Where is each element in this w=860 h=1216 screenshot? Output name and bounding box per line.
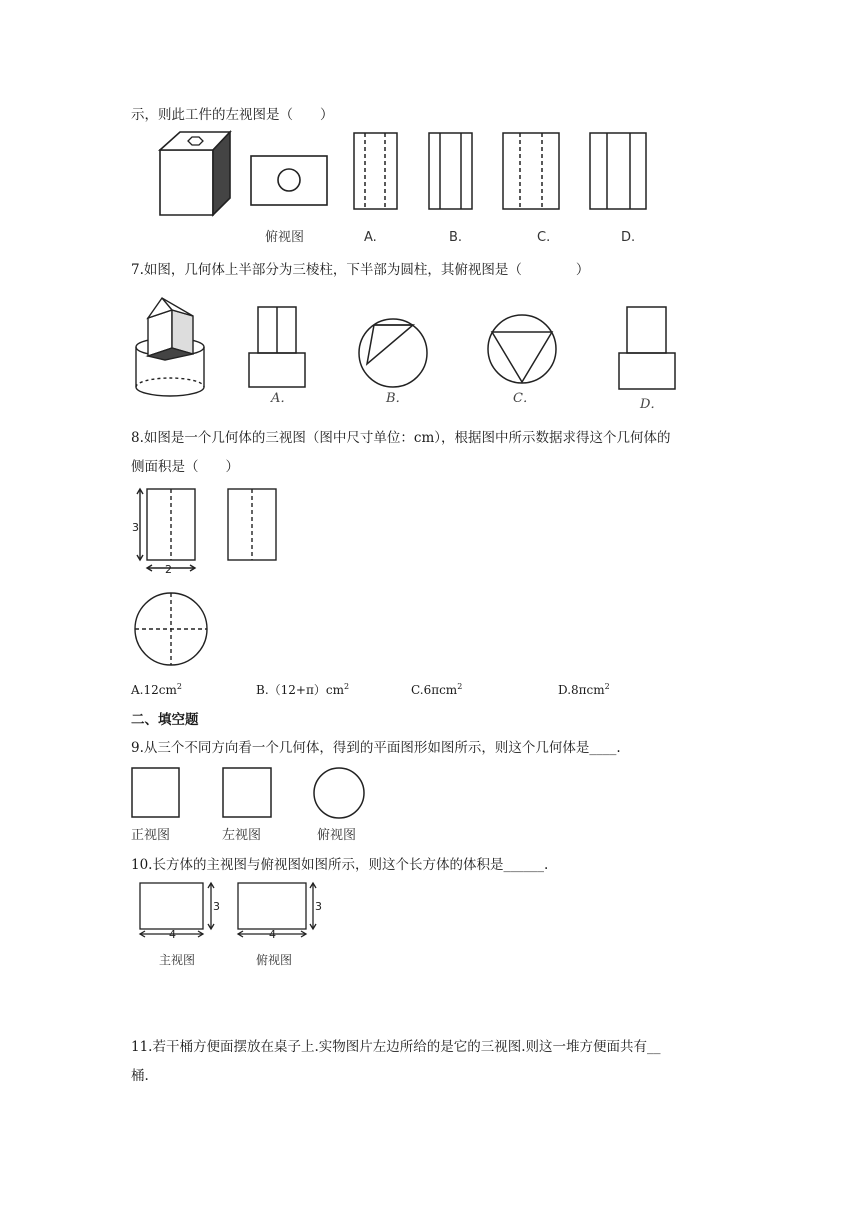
q9-caption-side: 左视图 — [222, 828, 262, 843]
q10-top-dim-width: 4 — [269, 928, 276, 941]
q6-option-d: D. — [621, 230, 636, 245]
section-title-fill-in: 二、填空题 — [131, 712, 199, 728]
q10-front-dim-width: 4 — [169, 928, 176, 941]
q8-answer-b: $B.(12+\pi)cm^2$ — [256, 682, 350, 697]
q11-stem-line2: 桶. — [131, 1068, 149, 1084]
q8-stem-line1: 8.如图是一个几何体的三视图（图中尺寸单位：cm），根据图中所示数据求得这个几何体的 — [131, 430, 671, 446]
q8-dim-height: 3 — [132, 521, 139, 534]
q10-caption-front: 主视图 — [159, 953, 196, 967]
q6-option-b: B. — [449, 230, 463, 245]
q11-stem-line1: 11.若干桶方便面摆放在桌子上.实物图片左边所给的是它的三视图.则这一堆方便面共有__ — [131, 1039, 661, 1055]
q7-option-a: A． — [271, 391, 294, 406]
q9-caption-top: 俯视图 — [317, 828, 357, 843]
q8-stem-line2: 侧面积是（ ） — [131, 459, 239, 475]
q7-stem: 7.如图，几何体上半部分为三棱柱，下半部为圆柱，其俯视图是（ ） — [131, 262, 590, 278]
q10-stem: 10.长方体的主视图与俯视图如图所示，则这个长方体的体积是______. — [131, 857, 549, 873]
q10-top-view-drawing — [238, 883, 316, 937]
q6-option-c: C. — [537, 230, 551, 245]
q8-answer-a: $A.12cm^2$ — [131, 682, 182, 697]
q8-answer-c: C.6πcm$^2$ — [411, 682, 463, 697]
q7-option-d: D． — [640, 397, 664, 412]
q9-caption-front: 正视图 — [131, 828, 171, 843]
q9-stem: 9.从三个不同方向看一个几何体，得到的平面图形如图所示，则这个几何体是____. — [131, 740, 621, 756]
q7-option-b: B． — [386, 391, 409, 406]
q8-answer-d: D.8πcm$^2$ — [558, 682, 610, 697]
q10-caption-top: 俯视图 — [256, 953, 293, 967]
q10-front-dim-height: 3 — [213, 900, 220, 913]
q10-front-view-drawing — [140, 883, 214, 937]
q7-option-c: C． — [513, 391, 536, 406]
q6-option-a: A. — [364, 230, 377, 245]
q8-dim-width: 2 — [165, 563, 172, 576]
q6-top-view-caption: 俯视图 — [265, 230, 305, 245]
q10-top-dim-height: 3 — [315, 900, 322, 913]
q6-stem-tail: 示，则此工件的左视图是（ ） — [131, 107, 334, 123]
